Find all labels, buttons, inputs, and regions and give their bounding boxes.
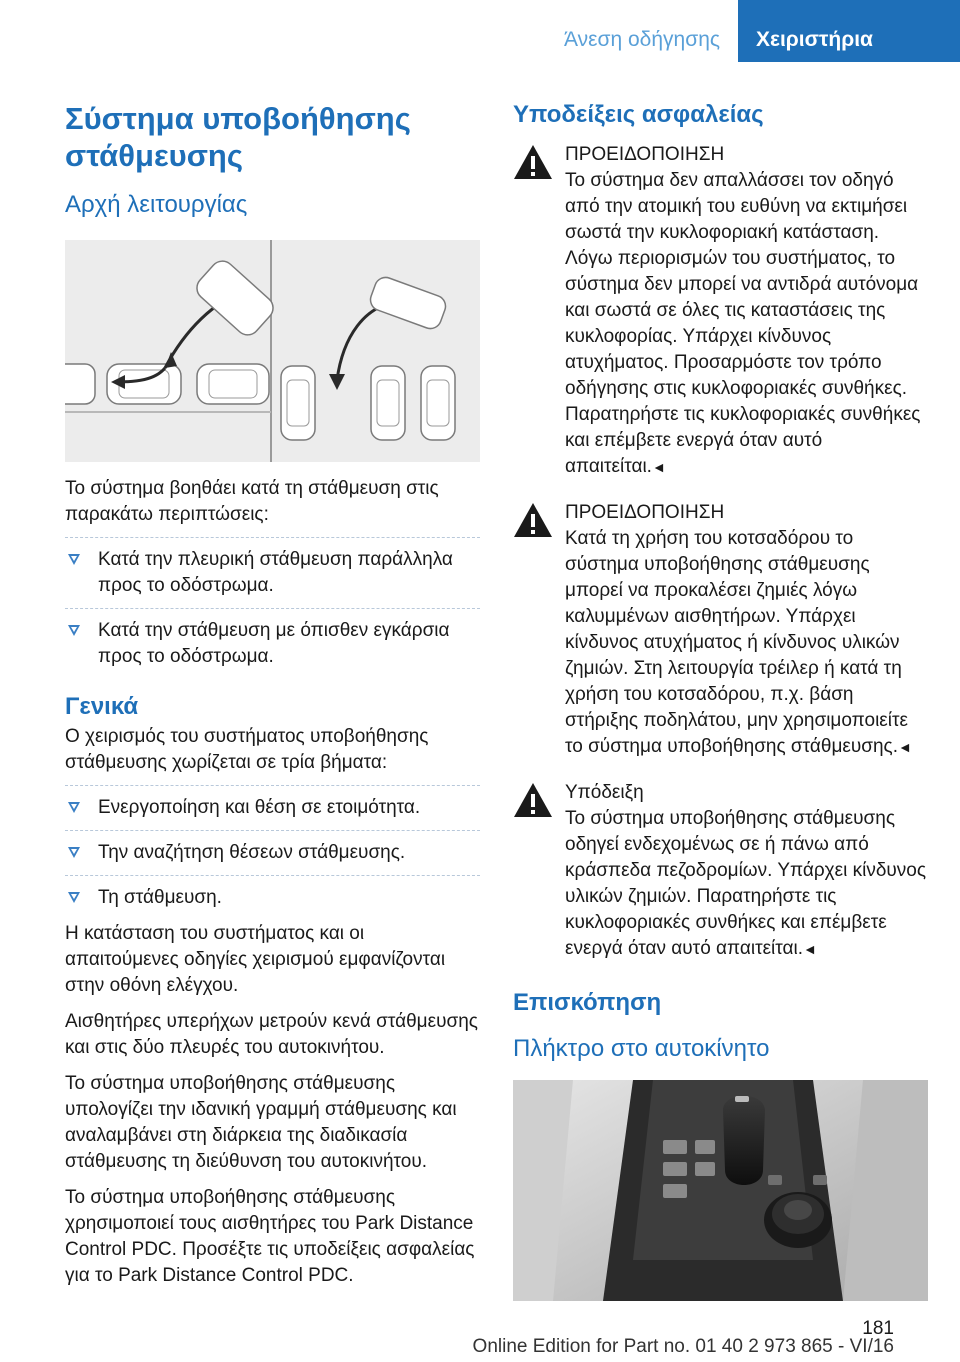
subheading-overview: Επισκόπηση [513, 989, 662, 1016]
list-item-text: Τη στάθμευση. [98, 887, 222, 908]
page-footer [0, 1318, 960, 1362]
list-item [65, 547, 480, 599]
warning-block [513, 500, 928, 760]
list-item-text: Κατά την πλευρική στάθμευση παράλληλα προς το οδόστρωμα. [98, 549, 453, 596]
warning-icon [513, 144, 553, 180]
general-paragraph: Ο χειρισμός του συστήματος υποβοήθησης στάθμευσης χωρίζεται σε τρία βήματα: [65, 726, 429, 773]
divider [65, 830, 480, 831]
center-console-illustration [513, 1080, 928, 1301]
tab-controls-label: Χειριστήρια [756, 28, 873, 51]
warning-icon [513, 502, 553, 538]
end-mark: ◄ [802, 941, 817, 957]
bullet-triangle-icon [68, 625, 80, 636]
tab-controls[interactable] [738, 0, 960, 62]
header-bar [0, 0, 960, 62]
subheading-button-in-car: Πλήκτρο στο αυτοκίνητο [513, 1035, 770, 1062]
intro-paragraph: Το σύστημα βοηθάει κατά τη στάθμευση στις παρακάτω περιπτώσεις: [65, 478, 439, 525]
list-item [65, 795, 480, 821]
left-column [65, 100, 480, 1289]
warning-text: Το σύστημα δεν απαλλάσσει τον οδηγό από την ατομική του ευθύνη να εκτιμήσει σωστά την κυκλοφοριακή κατάσταση. Λόγω περιορισμών του συστήματος, το σύστημα δεν μπορεί να αντιδρά αυτόνομα και σωστά σε όλες τις καταστάσεις της κυκλοφορίας. Υπάρχει κίνδυνος ατυχήματος. Προσαρμόστε τον τρόπο οδήγησης στις κυκλοφοριακές συνθήκες. Παρατηρήστε τις κυκλοφοριακές συνθήκες και επέμβετε ενεργά όταν αυτό απαιτείται.◄ [565, 170, 921, 477]
warning-block [513, 142, 928, 480]
divider [65, 608, 480, 609]
note-icon [513, 782, 553, 818]
list-item [65, 618, 480, 670]
list-item [65, 885, 480, 911]
status-paragraph: Η κατάσταση του συστήματος και οι απαιτούμενες οδηγίες χειρισμού εμφανίζονται στην οθόνη ελέγχου. [65, 923, 446, 996]
warning-text: Κατά τη χρήση του κοτσαδόρου το σύστημα υποβοήθησης στάθμευσης μπορεί να προκαλέσει ζημιές λόγω καλυμμένων αισθητήρων. Υπάρχει κίνδυνος ατυχήματος ή κίνδυνος υλικών ζημιών. Στη λειτουργία τρέιλερ ή κατά τη χρήση του κοτσαδόρου, π.χ. βάση στήριξης ποδηλάτου, μην χρησιμοποιείτε το σύστημα υποβοήθησης στάθμευσης.◄ [565, 528, 912, 757]
right-column [513, 100, 928, 1301]
pdc-paragraph: Το σύστημα υποβοήθησης στάθμευσης χρησιμοποιεί τους αισθητήρες του Park Distance Control PDC. Προσέξτε τις υποδείξεις ασφαλείας για το Park Distance Control PDC. [65, 1187, 475, 1286]
calculation-paragraph: Το σύστημα υποβοήθησης στάθμευσης υπολογίζει την ιδανική γραμμή στάθμευσης και αναλαμβάνει στη διάρκεια της διαδικασία στάθμευσης τη διεύθυνση του αυτοκινήτου. [65, 1073, 457, 1172]
subheading-safety: Υποδείξεις ασφαλείας [513, 101, 764, 128]
sensors-paragraph: Αισθητήρες υπερήχων μετρούν κενά στάθμευσης και στις δύο πλευρές του αυτοκινήτου. [65, 1011, 478, 1058]
bullet-triangle-icon [68, 892, 80, 903]
subheading-general: Γενικά [65, 693, 139, 720]
bullet-triangle-icon [68, 554, 80, 565]
subheading-principle: Αρχή λειτουργίας [65, 191, 248, 218]
list-item-text: Την αναζήτηση θέσεων στάθμευσης. [98, 842, 406, 863]
end-mark: ◄ [651, 459, 666, 475]
list-item-text: Ενεργοποίηση και θέση σε ετοιμότητα. [98, 797, 421, 818]
bullet-triangle-icon [68, 847, 80, 858]
warning-label: ΠΡΟΕΙΔΟΠΟΙΗΣΗ [565, 144, 725, 165]
note-text: Το σύστημα υποβοήθησης στάθμευσης οδηγεί ενδεχομένως σε ή πάνω από κράσπεδα πεζοδρομίων. Υπάρχει κίνδυνος υλικών ζημιών. Παρατηρήστε τις κυκλοφοριακές συνθήκες και επέμβετε ενεργά όταν αυτό απαιτείται.◄ [565, 808, 927, 959]
section-title: Σύστημα υποβοήθησης στάθμευσης [65, 101, 411, 173]
divider [65, 537, 480, 538]
list-item-text: Κατά την στάθμευση με όπισθεν εγκάρσια προς το οδόστρωμα. [98, 620, 450, 667]
tab-comfort-driving-label: Άνεση οδήγησης [564, 28, 720, 51]
center-console-photo [513, 1080, 928, 1301]
tab-comfort-driving[interactable] [0, 0, 738, 62]
warning-label: ΠΡΟΕΙΔΟΠΟΙΗΣΗ [565, 502, 725, 523]
end-mark: ◄ [897, 739, 912, 755]
note-label: Υπόδειξη [565, 782, 644, 803]
divider [65, 875, 480, 876]
divider [65, 785, 480, 786]
parking-scenarios-illustration [65, 240, 480, 462]
parking-diagram [65, 240, 480, 462]
page-number: 181 [862, 1318, 894, 1339]
note-block [513, 780, 928, 962]
list-item [65, 840, 480, 866]
bullet-triangle-icon [68, 802, 80, 813]
edition-label: Online Edition for Part no. 01 40 2 973 865 - VI/16 [472, 1336, 894, 1357]
